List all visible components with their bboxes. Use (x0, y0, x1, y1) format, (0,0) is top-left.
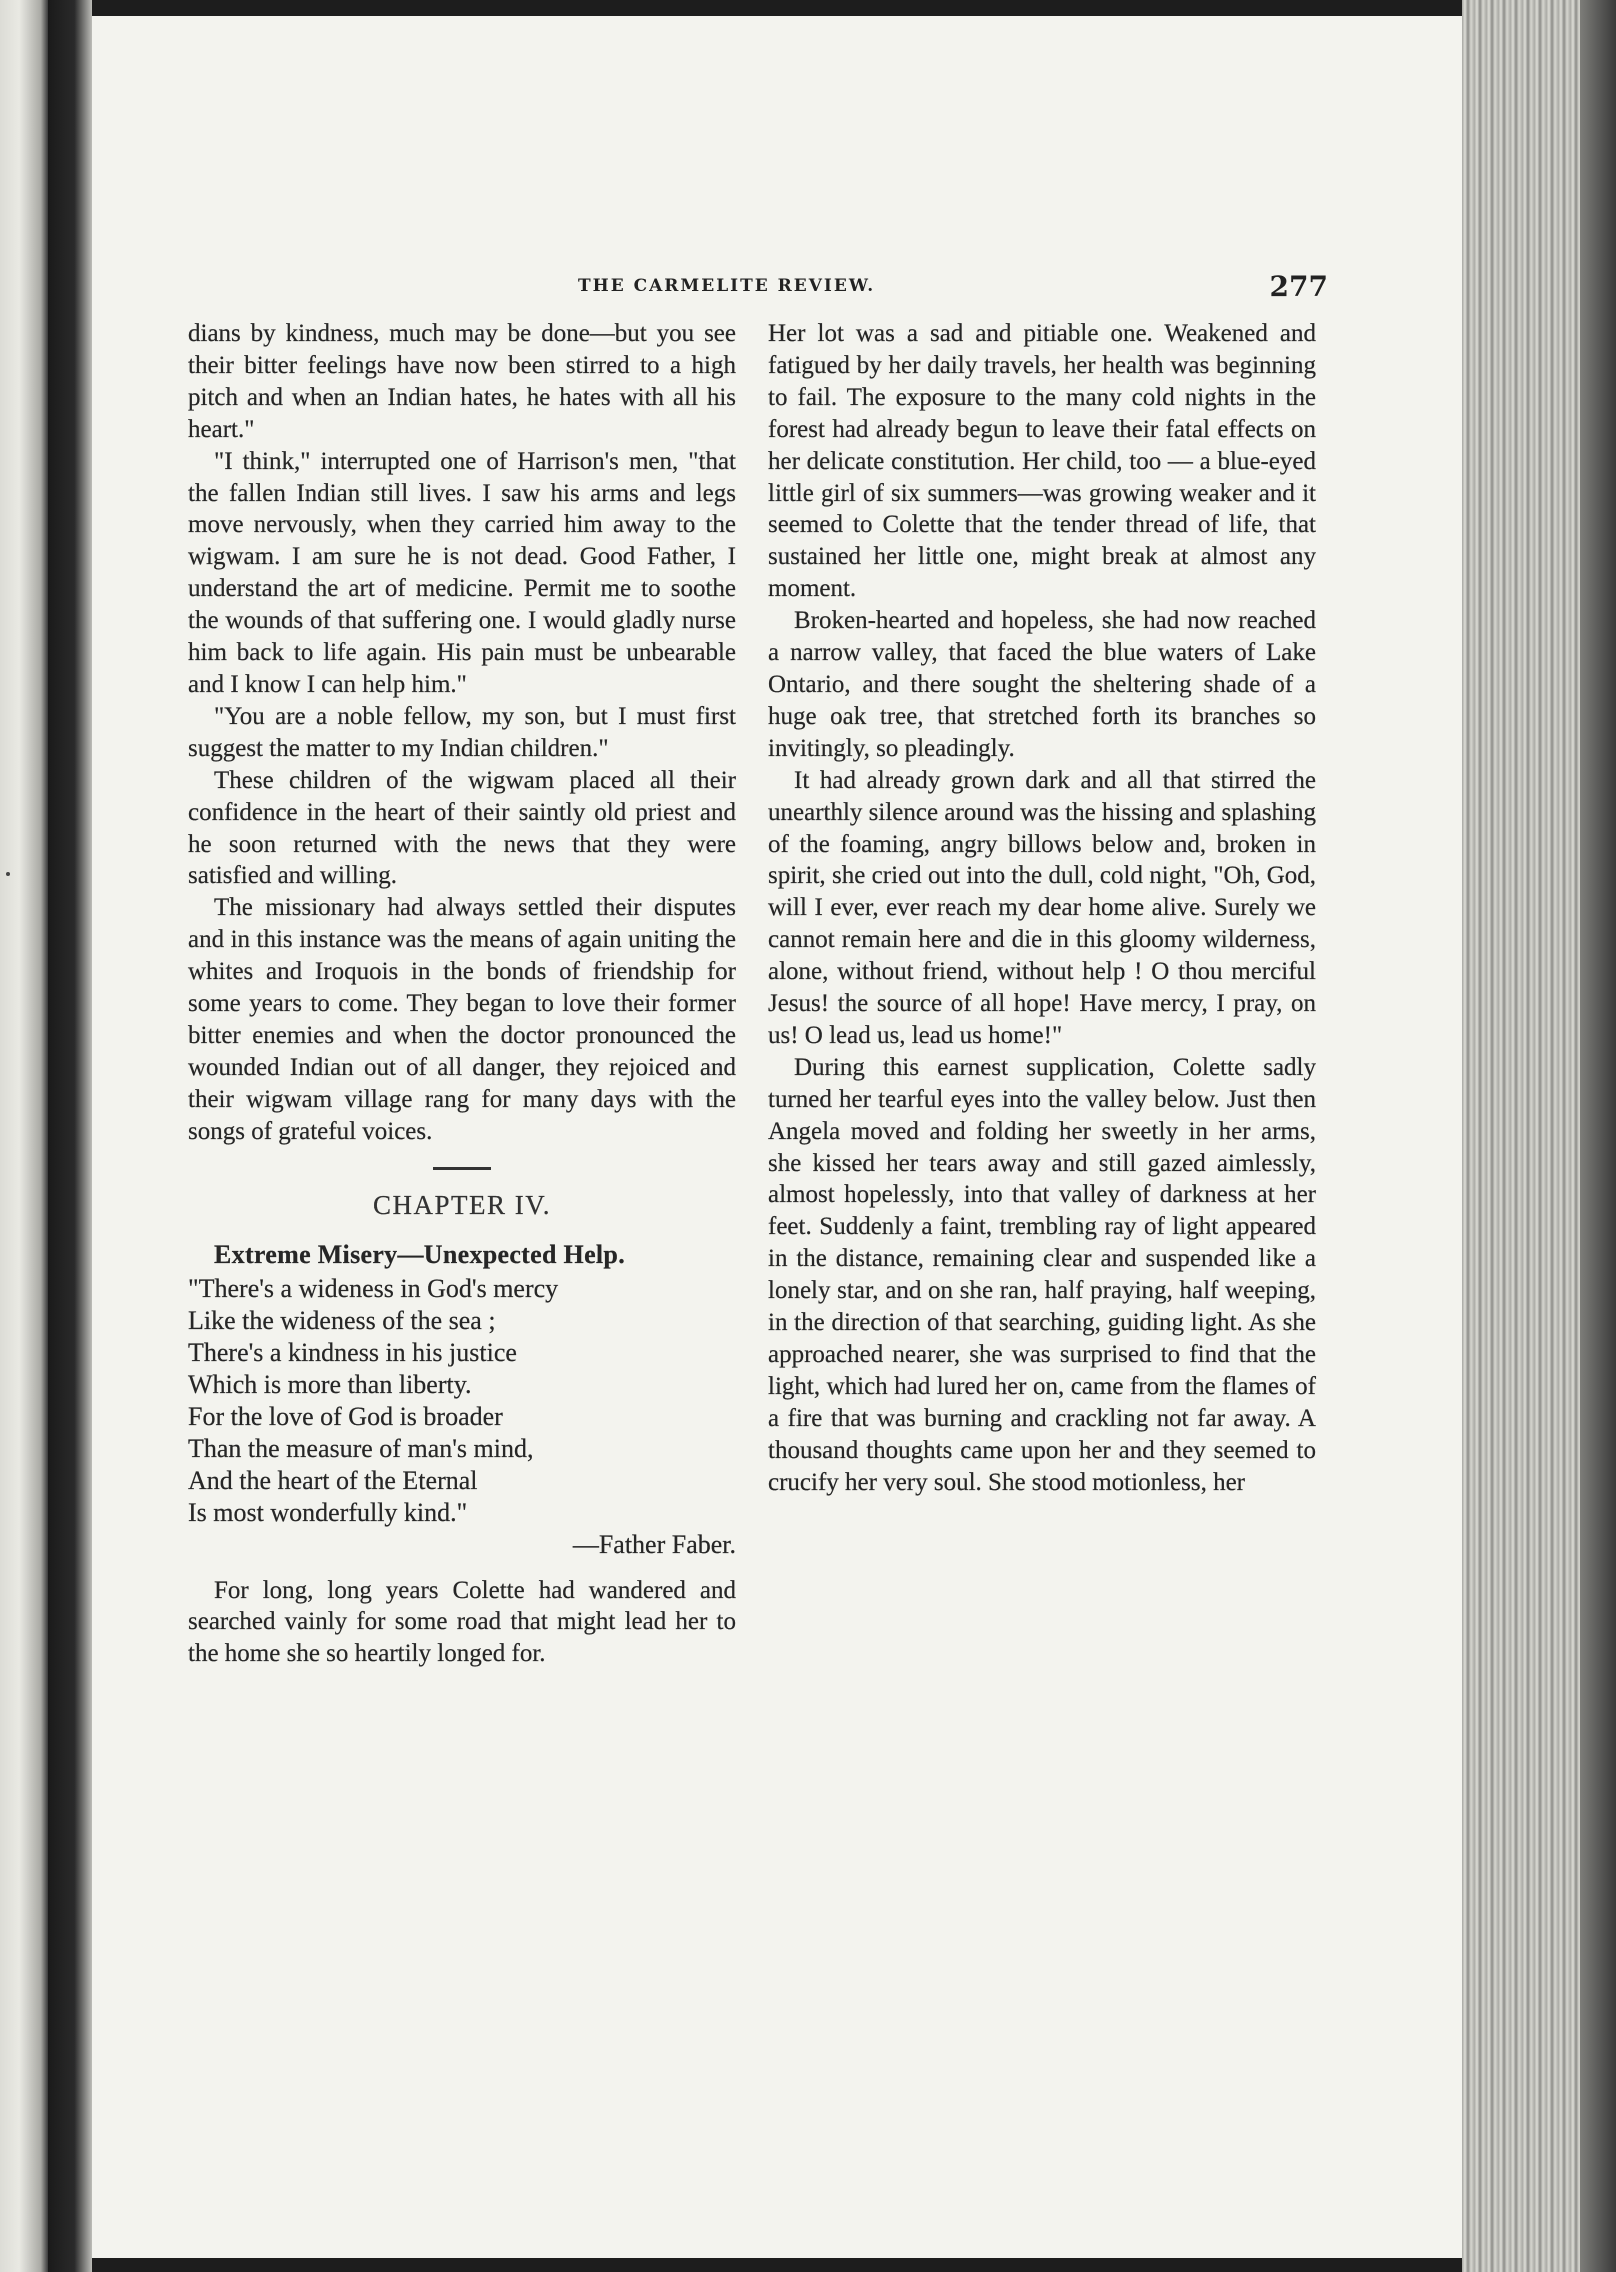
left-column (188, 318, 736, 1670)
right-column (768, 318, 1316, 1499)
facing-page-edge (0, 0, 48, 2272)
page-stack-edges (1462, 0, 1616, 2272)
poem-line: Than the measure of man's mind, (188, 1433, 534, 1463)
running-head (188, 270, 1328, 310)
poem-line: There's a kindness in his justice (188, 1338, 517, 1368)
journal-title: THE CARMELITE REVIEW. (578, 276, 876, 296)
paragraph: Broken-hearted and hopeless, she had now reached a narrow valley, that faced the blue waters of Lake Ontario, and there sought the sheltering shade of a huge oak tree, that stretched forth its branches so invitingly, so pleadingly. (768, 607, 1316, 762)
paragraph: For long, long years Colette had wandered and searched vainly for some road that might lead her to the home she so heartily longed for. (188, 1576, 736, 1668)
poem-line: Like the wideness of the sea ; (188, 1306, 496, 1336)
book-gutter (48, 0, 92, 2272)
paragraph: Her lot was a sad and pitiable one. Weakened and fatigued by her daily travels, her health was beginning to fail. The exposure to the many cold nights in the forest had already begun to leave their fatal effects on her delicate constitution. Her child, too — a blue-eyed little girl of six summers—was growing weaker and it seemed to Colette that the tender thread of life, that sustained her little one, might break at almost any moment. (768, 320, 1316, 603)
poem-attribution: —Father Faber. (572, 1529, 736, 1559)
paragraph: The missionary had always settled their disputes and in this instance was the means of again uniting the whites and Iroquois in the bonds of friendship for some years to come. They began to love their former bitter enemies and when the doctor pronounced the wounded Indian out of all danger, they rejoiced and their wigwam village rang for many days with the songs of grateful voices. (188, 894, 736, 1145)
paragraph: During this earnest supplication, Colette sadly turned her tearful eyes into the valley below. Just then Angela moved and folding her sweetly in her arms, she kissed her tears away and still gazed aimlessly, almost hopelessly, into that valley of darkness at her feet. Suddenly a faint, trembling ray of light appeared in the distance, remaining clear and suspended like a lonely star, and on she ran, half praying, half weeping, in the direction of that searching, guiding light. As she approached nearer, she was surprised to find that the light, which had lured her on, came from the flames of a fire that was burning and crackling not far away. A thousand thoughts came upon her and they seemed to crucify her very soul. She stood motionless, her (768, 1053, 1316, 1496)
epigraph-poem (188, 1273, 736, 1560)
page-number: 277 (1269, 270, 1328, 303)
paragraph: "I think," interrupted one of Harrison's men, "that the fallen Indian still lives. I saw his arms and legs move nervously, when they carried him away to the wigwam. I am sure he is not dead. Good Father, I understand the art of medicine. Permit me to soothe the wounds of that suffering one. I would gladly nurse him back to life again. His pain must be unbearable and I know I can help him." (188, 447, 736, 698)
poem-line: Which is more than liberty. (188, 1370, 472, 1400)
paragraph: "You are a noble fellow, my son, but I must first suggest the matter to my Indian children." (188, 702, 736, 762)
paragraph: These children of the wigwam placed all their confidence in the heart of their saintly old priest and he soon returned with the news that they were satisfied and willing. (188, 766, 736, 890)
chapter-heading: CHAPTER IV. (372, 1189, 552, 1220)
paragraph: It had already grown dark and all that stirred the unearthly silence around was the hissing and splashing of the foaming, angry billows below and, broken in spirit, she cried out into the dull, cold night, "Oh, God, will I ever, ever reach my dear home alive. Surely we cannot remain here and die in this gloomy wilderness, alone, without friend, without help ! O thou merciful Jesus! the source of all hope! Have mercy, I pray, on us! O lead us, lead us home!" (768, 766, 1316, 1049)
scan-speck (6, 872, 10, 876)
paragraph: dians by kindness, much may be done—but you see their bitter feelings have now been stirred to a high pitch and when an Indian hates, he hates with all his heart." (188, 320, 736, 443)
chapter-subtitle: Extreme Misery—Unexpected Help. (214, 1240, 625, 1270)
poem-line: Is most wonderfully kind." (188, 1497, 468, 1527)
poem-line: For the love of God is broader (188, 1402, 503, 1431)
poem-line: "There's a wideness in God's mercy (188, 1274, 559, 1304)
poem-line: And the heart of the Eternal (188, 1465, 478, 1495)
section-divider (433, 1167, 491, 1170)
